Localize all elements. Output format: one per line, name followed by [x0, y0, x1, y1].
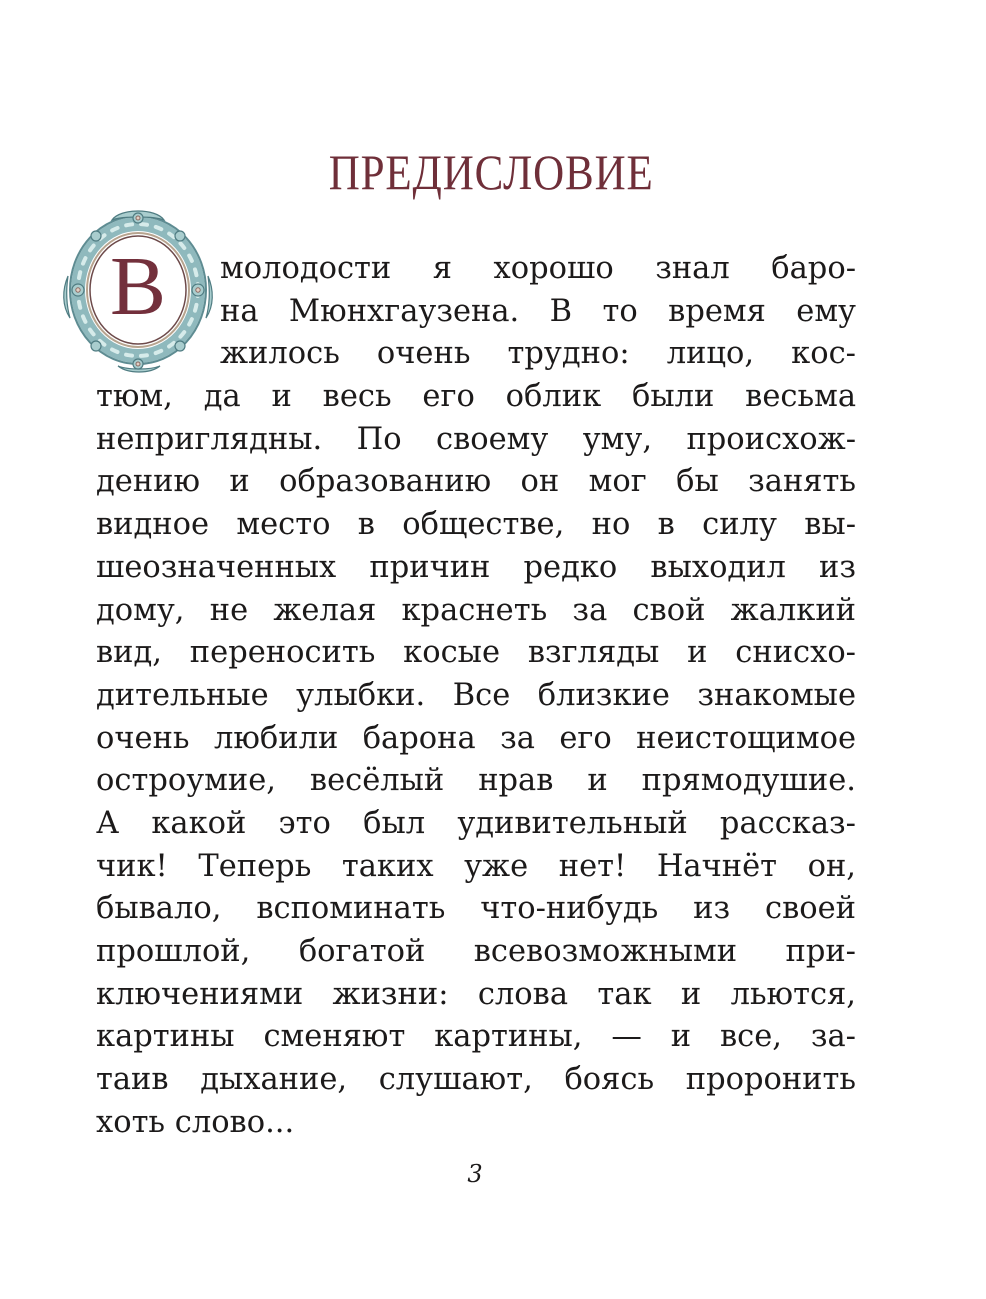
text-line: прошлой, богатой всевозможными при- [96, 934, 856, 969]
text-line: бывало, вспоминать что-нибудь из своей [96, 891, 856, 927]
text-line: молодости я хорошо знал баро- [220, 251, 856, 286]
text-line: неприглядны. По своему уму, происхож- [96, 421, 856, 457]
text-line: остроумие, весёлый нрав и прямодушие. [96, 763, 856, 799]
text-line: жилось очень трудно: лицо, кос- [220, 336, 856, 372]
text-line: видное место в обществе, но в силу вы- [96, 507, 856, 543]
text-line: на Мюнхгаузена. В то время ему [220, 293, 856, 329]
text-line: очень любили барона за его неистощимое [96, 720, 856, 756]
text-line: дению и образованию он мог бы занять [96, 464, 856, 500]
drop-cap-letter: В [109, 240, 167, 333]
text-line: шеозначенных причин редко выходил из [96, 549, 856, 585]
chapter-title: ПРЕДИСЛОВИЕ [328, 144, 654, 200]
text-line: картины сменяют картины, — и все, за- [96, 1019, 856, 1055]
text-line: вид, переносить косые взгляды и снисхо- [96, 635, 856, 671]
preface-paragraph [96, 248, 856, 1144]
text-line: дительные улыбки. Все близкие знакомые [96, 677, 856, 713]
text-line-last: хоть слово... [96, 1104, 295, 1140]
text-line: тюм, да и весь его облик были весьма [96, 379, 856, 415]
text-line: чик! Теперь таких уже нет! Начнёт он, [96, 848, 856, 884]
text-line: таив дыхание, слушают, боясь проронить [96, 1062, 856, 1098]
text-line: А какой это был удивительный рассказ- [96, 805, 856, 841]
text-line: дому, не желая краснеть за свой жалкий [96, 592, 856, 628]
text-line: ключениями жизни: слова так и льются, [96, 976, 856, 1012]
page-number: 3 [467, 1160, 483, 1188]
